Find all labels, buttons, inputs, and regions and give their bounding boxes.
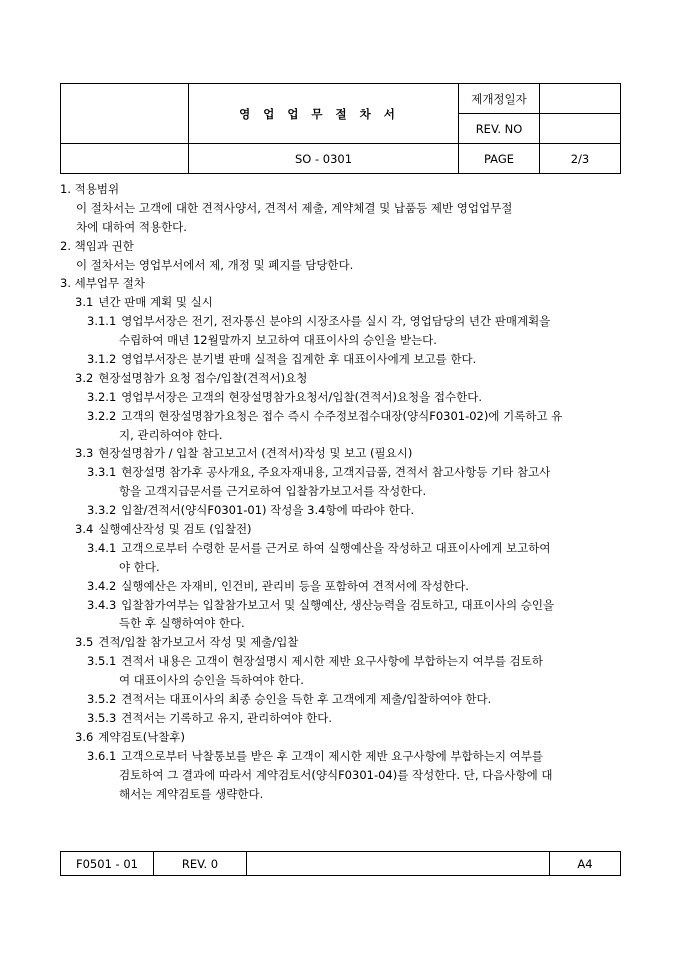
clause-text: 야 한다. [119, 559, 160, 574]
text-line [60, 558, 625, 577]
clause-text: 항을 고객지급문서를 근거로하여 입찰참가보고서를 작성한다. [119, 484, 427, 499]
header-table [60, 83, 621, 174]
text-line [60, 237, 625, 256]
clause-text: 견적서 내용은 고객이 현장설명시 제시한 제반 요구사항에 부합하는지 여부를 검토하 [121, 654, 543, 669]
clause-text: 입찰/견적서(양식F0301-01) 작성을 3.4항에 따라야 한다. [121, 503, 415, 518]
text-line [60, 388, 625, 407]
clause-text: 3. 세부업무 절차 [60, 276, 145, 291]
clause-number: 3.2.1 [87, 389, 117, 404]
text-line [60, 520, 625, 539]
paper-size: A4 [550, 852, 621, 876]
clause-text: 견적서는 대표이사의 최종 승인을 득한 후 고객에게 제출/입찰하여야 한다. [121, 692, 492, 707]
text-line [60, 652, 625, 671]
text-line [60, 180, 625, 199]
clause-number: 3.1.1 [87, 314, 117, 329]
text-line [60, 199, 625, 218]
clause-text: 이 절차서는 고객에 대한 견적사양서, 견적서 제출, 계약체결 및 납품등 제반 영업업무절 [76, 200, 513, 215]
clause-text: 검토하여 그 결과에 따라서 계약검토서(양식F0301-04)를 작성한다. 단, 다음사항에 대 [119, 767, 553, 782]
clause-number: 3.5 [75, 635, 94, 650]
form-number: F0501 - 01 [61, 852, 154, 876]
clause-number: 3.5.3 [87, 710, 117, 725]
clause-number: 3.3.1 [87, 465, 117, 480]
clause-text: 현장설명 참가후 공사개요, 주요자재내용, 고객지급품, 견적서 참고사항등 기타 참고사 [121, 465, 551, 480]
text-line [60, 274, 625, 293]
clause-text: 수립하여 매년 12월말까지 보고하여 대표이사의 승인을 받는다. [119, 333, 437, 348]
clause-text: 입찰참가여부는 입찰참가보고서 및 실행예산, 생산능력을 검토하고, 대표이사의 승인을 [121, 597, 555, 612]
text-line [60, 426, 625, 445]
clause-number: 3.1.2 [87, 352, 117, 367]
clause-number: 3.5.2 [87, 692, 117, 707]
clause-text: 현장설명참가 / 입찰 참고보고서 (견적서)작성 및 보고 (필요시) [98, 446, 413, 461]
text-line [60, 785, 625, 804]
clause-text: 견적/입찰 참가보고서 작성 및 제출/입찰 [98, 635, 299, 650]
logo-cell [61, 84, 189, 144]
text-line [60, 218, 625, 237]
clause-text: 계약검토(낙찰후) [98, 729, 186, 744]
text-line [60, 539, 625, 558]
clause-text: 실행예산작성 및 검토 (입찰전) [98, 522, 252, 537]
text-line [60, 501, 625, 520]
text-line [60, 463, 625, 482]
text-line [60, 331, 625, 350]
clause-text: 영업부서장은 고객의 현장설명참가요청서/입찰(견적서)요청을 접수한다. [121, 389, 483, 404]
text-line [60, 444, 625, 463]
text-line [60, 407, 625, 426]
clause-number: 3.4.2 [87, 578, 117, 593]
clause-text: 2. 책임과 권한 [60, 238, 134, 253]
text-line [60, 293, 625, 312]
footer-table [60, 851, 621, 876]
clause-text: 고객으로부터 낙찰통보를 받은 후 고객이 제시한 제반 요구사항에 부합하는지 여부를 [121, 748, 543, 763]
footer-blank [247, 852, 550, 876]
revision-date-label: 제개정일자 [459, 84, 540, 114]
clause-text: 영업부서장은 분기별 판매 실적을 집계한 후 대표이사에게 보고를 한다. [121, 352, 477, 367]
clause-text: 년간 판매 계획 및 실시 [98, 295, 213, 310]
clause-text: 영업부서장은 전기, 전자통신 분야의 시장조사를 실시 각, 영업담당의 년간 판매계획을 [121, 314, 551, 329]
text-line [60, 256, 625, 275]
clause-text: 지, 관리하여야 한다. [119, 427, 223, 442]
rev-no-label: REV. NO [459, 114, 540, 144]
document-title: 영업업무절차서 [189, 84, 459, 144]
clause-text: 여 대표이사의 승인을 득하여야 한다. [119, 673, 304, 688]
clause-text: 고객의 현장설명참가요청은 접수 즉시 수주정보접수대장(양식F0301-02)에 기록하고 유 [121, 408, 563, 423]
document-body [60, 180, 625, 803]
clause-text: 해서는 계약검토를 생략한다. [119, 786, 264, 801]
text-line [60, 747, 625, 766]
text-line [60, 690, 625, 709]
page-number: 2/3 [540, 144, 621, 174]
clause-number: 3.3 [75, 446, 94, 461]
text-line [60, 766, 625, 785]
clause-number: 3.4.1 [87, 540, 117, 555]
clause-number: 3.6.1 [87, 748, 117, 763]
clause-text: 차에 대하여 적용한다. [76, 219, 187, 234]
clause-number: 3.6 [75, 729, 94, 744]
clause-number: 3.4 [75, 522, 94, 537]
page-label: PAGE [459, 144, 540, 174]
clause-number: 3.2 [75, 370, 94, 385]
footer-revision: REV. 0 [154, 852, 247, 876]
text-line [60, 728, 625, 747]
text-line [60, 709, 625, 728]
clause-number: 3.3.2 [87, 503, 117, 518]
clause-text: 1. 적용범위 [60, 182, 120, 196]
text-line [60, 482, 625, 501]
text-line [60, 369, 625, 388]
clause-text: 견적서는 기록하고 유지, 관리하여야 한다. [121, 710, 333, 725]
text-line [60, 633, 625, 652]
blank-cell [61, 144, 189, 174]
rev-no-value [540, 114, 621, 144]
clause-number: 3.1 [75, 295, 94, 310]
clause-number: 3.4.3 [87, 597, 117, 612]
document-number: SO - 0301 [189, 144, 459, 174]
text-line [60, 350, 625, 369]
text-line [60, 671, 625, 690]
text-line [60, 312, 625, 331]
clause-number: 3.5.1 [87, 654, 117, 669]
clause-number: 3.2.2 [87, 408, 117, 423]
revision-date-value [540, 84, 621, 114]
text-line [60, 596, 625, 615]
clause-text: 고객으로부터 수령한 문서를 근거로 하여 실행예산을 작성하고 대표이사에게 보고하여 [121, 540, 551, 555]
clause-text: 이 절차서는 영업부서에서 제, 개정 및 폐지를 담당한다. [76, 257, 354, 272]
clause-text: 현장설명참가 요청 접수/입찰(견적서)요청 [98, 370, 308, 385]
clause-text: 실행예산은 자재비, 인건비, 관리비 등을 포함하여 견적서에 작성한다. [121, 578, 469, 593]
text-line [60, 577, 625, 596]
clause-text: 득한 후 실행하여야 한다. [119, 616, 245, 631]
text-line [60, 614, 625, 633]
